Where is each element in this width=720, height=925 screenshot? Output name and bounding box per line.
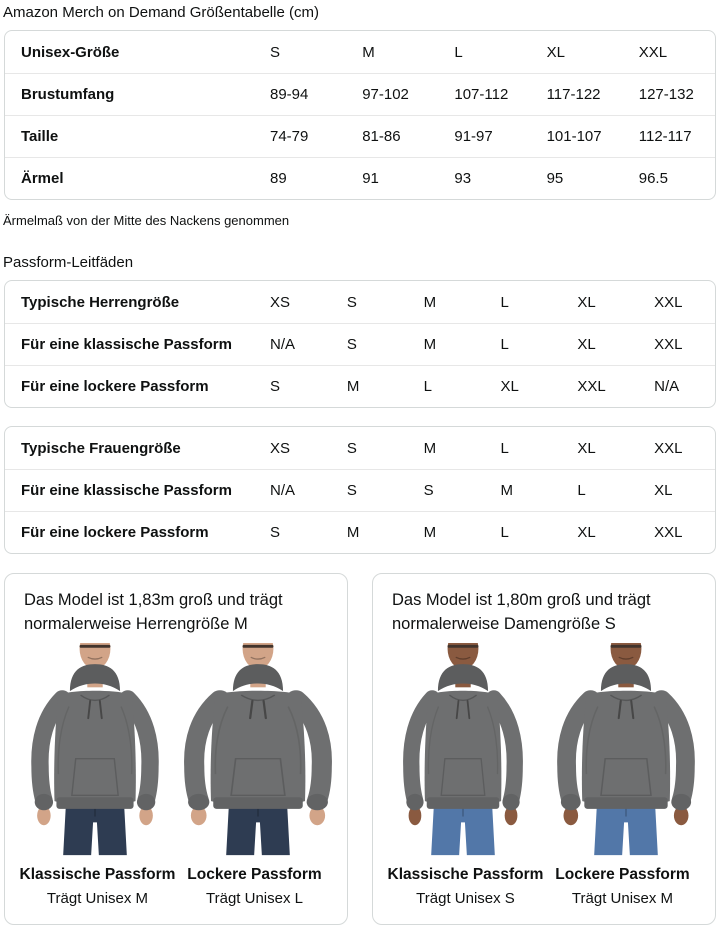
size-cell: M (423, 293, 437, 311)
table-row (5, 323, 715, 365)
fit-label: Klassische Passform (387, 866, 544, 883)
model-card-men (4, 573, 348, 925)
measure-cell: 74-79 (254, 115, 346, 157)
size-cell: XL (577, 293, 596, 311)
size-cell: S (408, 469, 485, 511)
size-cell: S (331, 323, 408, 365)
size-cell: N/A (254, 323, 331, 365)
model-photos (381, 643, 707, 861)
size-cell: M (484, 469, 561, 511)
model-description: Das Model ist 1,83m groß und trägt normalerweise Herrengröße M (24, 591, 283, 633)
measure-cell: 91-97 (438, 115, 530, 157)
measure-cell: 112-117 (623, 115, 715, 157)
fit-label: Lockere Passform (187, 866, 322, 883)
size-cell: L (408, 365, 485, 407)
size-cell: XL (546, 43, 565, 61)
size-label: Trägt Unisex M (571, 890, 674, 907)
size-cell: M (408, 511, 485, 553)
model-card-women (372, 573, 716, 925)
size-cell: M (331, 511, 408, 553)
model-description: Das Model ist 1,80m groß und trägt normalerweise Damengröße S (392, 591, 651, 633)
size-label: Trägt Unisex S (416, 890, 515, 907)
size-cell: M (331, 365, 408, 407)
measure-cell: 107-112 (438, 73, 530, 115)
size-cell: S (331, 469, 408, 511)
men-fit-table (4, 280, 716, 408)
male-model-classic-illustration (14, 643, 176, 857)
size-cell: XL (561, 323, 638, 365)
size-cell: L (454, 43, 463, 61)
caption-classic (387, 866, 544, 907)
male-model-loose-illustration (177, 643, 339, 857)
size-cell: S (270, 43, 281, 61)
table-row (5, 511, 715, 553)
size-cell: N/A (638, 365, 715, 407)
measure-cell: 96.5 (623, 157, 715, 199)
caption-classic (19, 866, 176, 907)
table-row (5, 427, 715, 469)
size-cell: XS (270, 439, 291, 457)
row-label: Für eine lockere Passform (5, 511, 254, 553)
measure-cell: 91 (346, 157, 438, 199)
size-cell: L (484, 511, 561, 553)
size-cell: XXL (638, 511, 715, 553)
row-label: Typische Frauengröße (21, 439, 181, 457)
table-row (5, 115, 715, 157)
model-photos (13, 643, 339, 861)
size-cell: XXL (561, 365, 638, 407)
measure-cell: 97-102 (346, 73, 438, 115)
size-label: Trägt Unisex M (46, 890, 149, 907)
size-cell: S (254, 365, 331, 407)
size-cell: S (346, 439, 357, 457)
female-model-classic-illustration (382, 643, 544, 857)
size-cell: XXL (654, 439, 683, 457)
size-cell: XL (638, 469, 715, 511)
table-row (5, 469, 715, 511)
caption-loose (176, 866, 333, 907)
sleeve-measure-footnote: Ärmelmaß von der Mitte des Nackens genommen (3, 213, 290, 228)
measure-cell: 89-94 (254, 73, 346, 115)
size-cell: L (500, 439, 509, 457)
fit-guides-heading: Passform-Leitfäden (3, 254, 134, 271)
size-cell: XXL (638, 323, 715, 365)
size-cell: L (561, 469, 638, 511)
size-cell: L (484, 323, 561, 365)
photo-captions (387, 866, 701, 907)
size-cell: XL (484, 365, 561, 407)
measure-cell: 127-132 (623, 73, 715, 115)
measure-cell: 101-107 (531, 115, 623, 157)
measure-cell: 117-122 (531, 73, 623, 115)
table-row (5, 281, 715, 323)
size-label: Trägt Unisex L (206, 890, 303, 907)
measure-cell: 89 (254, 157, 346, 199)
table-row (5, 31, 715, 73)
size-cell: S (254, 511, 331, 553)
size-cell: XL (577, 439, 596, 457)
size-cell: XL (561, 511, 638, 553)
caption-loose (544, 866, 701, 907)
photo-captions (19, 866, 333, 907)
measure-cell: 93 (438, 157, 530, 199)
row-label: Typische Herrengröße (21, 293, 180, 311)
female-model-loose-illustration (545, 643, 707, 857)
model-cards (4, 573, 716, 925)
page-title: Amazon Merch on Demand Größentabelle (cm) (3, 4, 319, 21)
model-photo-loose-fit (176, 643, 339, 861)
model-photo-classic-fit (13, 643, 176, 861)
measure-cell: 81-86 (346, 115, 438, 157)
row-label: Für eine klassische Passform (5, 323, 254, 365)
table-row (5, 73, 715, 115)
women-fit-table (4, 426, 716, 554)
size-cell: XS (270, 293, 291, 311)
size-cell: M (423, 439, 437, 457)
fit-label: Lockere Passform (555, 866, 690, 883)
model-photo-classic-fit (381, 643, 544, 861)
size-table (4, 30, 716, 200)
row-label: Für eine lockere Passform (5, 365, 254, 407)
size-cell: M (362, 43, 375, 61)
size-cell: XXL (654, 293, 683, 311)
fit-label: Klassische Passform (19, 866, 176, 883)
row-label: Taille (5, 115, 254, 157)
size-cell: XXL (638, 43, 668, 61)
table-row (5, 365, 715, 407)
row-label: Ärmel (5, 157, 254, 199)
size-cell: M (408, 323, 485, 365)
row-label: Unisex-Größe (21, 43, 120, 61)
size-cell: S (346, 293, 357, 311)
model-photo-loose-fit (544, 643, 707, 861)
table-row (5, 157, 715, 199)
row-label: Für eine klassische Passform (5, 469, 254, 511)
row-label: Brustumfang (5, 73, 254, 115)
size-cell: L (500, 293, 509, 311)
size-cell: N/A (254, 469, 331, 511)
measure-cell: 95 (531, 157, 623, 199)
